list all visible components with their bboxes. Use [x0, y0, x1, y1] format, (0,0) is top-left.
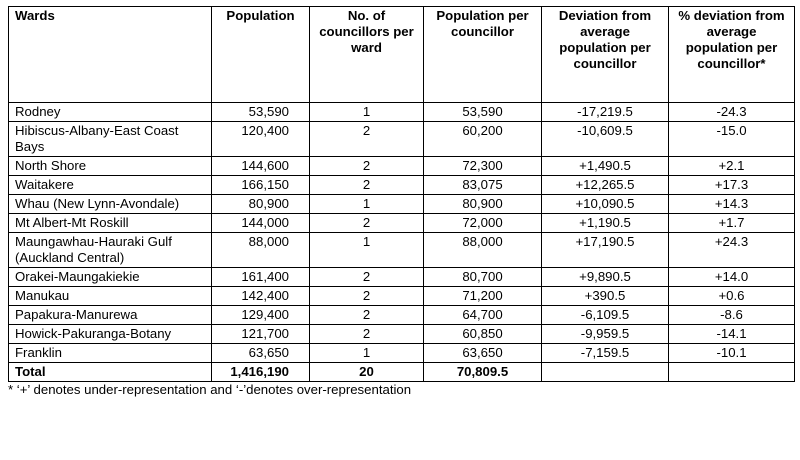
cell-deviation: +1,190.5	[542, 214, 669, 233]
cell-ward: Rodney	[9, 103, 212, 122]
cell-deviation: +1,490.5	[542, 157, 669, 176]
header-pct-deviation: % deviation from average population per councillor*	[669, 7, 795, 103]
cell-deviation: +390.5	[542, 287, 669, 306]
cell-ward: Franklin	[9, 344, 212, 363]
table-row	[9, 176, 795, 195]
cell-pct-deviation: -15.0	[669, 122, 795, 157]
cell-pop-per-councillor: 88,000	[424, 233, 542, 268]
cell-population: 142,400	[212, 287, 310, 306]
table-body	[9, 103, 795, 363]
cell-ward: Maungawhau-Hauraki Gulf (Auckland Central)	[9, 233, 212, 268]
cell-deviation: +10,090.5	[542, 195, 669, 214]
table-row	[9, 214, 795, 233]
cell-councillors: 2	[310, 176, 424, 195]
cell-population: 80,900	[212, 195, 310, 214]
table-row	[9, 287, 795, 306]
ward-representation-document	[8, 6, 795, 398]
header-pop-per-councillor: Population per councillor	[424, 7, 542, 103]
table-row	[9, 122, 795, 157]
table-row	[9, 268, 795, 287]
cell-ward: Whau (New Lynn-Avondale)	[9, 195, 212, 214]
cell-ward: Manukau	[9, 287, 212, 306]
total-label: Total	[9, 363, 212, 382]
cell-pop-per-councillor: 60,850	[424, 325, 542, 344]
table-row	[9, 233, 795, 268]
total-population: 1,416,190	[212, 363, 310, 382]
cell-population: 144,600	[212, 157, 310, 176]
cell-population: 88,000	[212, 233, 310, 268]
cell-pct-deviation: +14.0	[669, 268, 795, 287]
cell-pct-deviation: +1.7	[669, 214, 795, 233]
cell-population: 161,400	[212, 268, 310, 287]
cell-pop-per-councillor: 80,700	[424, 268, 542, 287]
header-wards: Wards	[9, 7, 212, 103]
cell-ward: Howick-Pakuranga-Botany	[9, 325, 212, 344]
cell-pct-deviation: -10.1	[669, 344, 795, 363]
cell-pct-deviation: +24.3	[669, 233, 795, 268]
cell-population: 144,000	[212, 214, 310, 233]
cell-deviation: -10,609.5	[542, 122, 669, 157]
cell-population: 53,590	[212, 103, 310, 122]
total-deviation	[542, 363, 669, 382]
cell-ward: Waitakere	[9, 176, 212, 195]
cell-pct-deviation: +0.6	[669, 287, 795, 306]
cell-pop-per-councillor: 80,900	[424, 195, 542, 214]
total-pop-per-councillor: 70,809.5	[424, 363, 542, 382]
cell-pct-deviation: +17.3	[669, 176, 795, 195]
header-row	[9, 7, 795, 103]
cell-pop-per-councillor: 64,700	[424, 306, 542, 325]
table-row	[9, 306, 795, 325]
cell-pop-per-councillor: 53,590	[424, 103, 542, 122]
table-row	[9, 325, 795, 344]
total-row	[9, 363, 795, 382]
cell-councillors: 2	[310, 268, 424, 287]
cell-councillors: 2	[310, 214, 424, 233]
cell-pct-deviation: +2.1	[669, 157, 795, 176]
cell-ward: Hibiscus-Albany-East Coast Bays	[9, 122, 212, 157]
cell-pop-per-councillor: 63,650	[424, 344, 542, 363]
table-row	[9, 344, 795, 363]
cell-population: 129,400	[212, 306, 310, 325]
footnote: * ‘+’ denotes under-representation and ‘-’denotes over-representation	[8, 382, 412, 397]
cell-pop-per-councillor: 72,300	[424, 157, 542, 176]
cell-councillors: 2	[310, 325, 424, 344]
cell-councillors: 2	[310, 157, 424, 176]
cell-deviation: -6,109.5	[542, 306, 669, 325]
cell-deviation: +17,190.5	[542, 233, 669, 268]
cell-councillors: 1	[310, 233, 424, 268]
cell-deviation: -7,159.5	[542, 344, 669, 363]
cell-councillors: 1	[310, 195, 424, 214]
header-population: Population	[212, 7, 310, 103]
cell-pct-deviation: +14.3	[669, 195, 795, 214]
total-councillors: 20	[310, 363, 424, 382]
cell-population: 63,650	[212, 344, 310, 363]
cell-deviation: +12,265.5	[542, 176, 669, 195]
cell-population: 121,700	[212, 325, 310, 344]
cell-councillors: 1	[310, 344, 424, 363]
total-pct-deviation	[669, 363, 795, 382]
cell-pop-per-councillor: 71,200	[424, 287, 542, 306]
cell-pop-per-councillor: 72,000	[424, 214, 542, 233]
cell-pct-deviation: -8.6	[669, 306, 795, 325]
cell-pct-deviation: -14.1	[669, 325, 795, 344]
table-row	[9, 195, 795, 214]
cell-population: 166,150	[212, 176, 310, 195]
cell-ward: Orakei-Maungakiekie	[9, 268, 212, 287]
cell-ward: North Shore	[9, 157, 212, 176]
cell-councillors: 2	[310, 287, 424, 306]
cell-pop-per-councillor: 83,075	[424, 176, 542, 195]
cell-pop-per-councillor: 60,200	[424, 122, 542, 157]
cell-ward: Mt Albert-Mt Roskill	[9, 214, 212, 233]
cell-population: 120,400	[212, 122, 310, 157]
cell-deviation: +9,890.5	[542, 268, 669, 287]
header-councillors: No. of councillors per ward	[310, 7, 424, 103]
table-row	[9, 103, 795, 122]
cell-councillors: 2	[310, 122, 424, 157]
cell-ward: Papakura-Manurewa	[9, 306, 212, 325]
cell-deviation: -17,219.5	[542, 103, 669, 122]
cell-councillors: 2	[310, 306, 424, 325]
cell-councillors: 1	[310, 103, 424, 122]
table-row	[9, 157, 795, 176]
cell-pct-deviation: -24.3	[669, 103, 795, 122]
header-deviation: Deviation from average population per councillor	[542, 7, 669, 103]
ward-table	[8, 6, 795, 382]
cell-deviation: -9,959.5	[542, 325, 669, 344]
